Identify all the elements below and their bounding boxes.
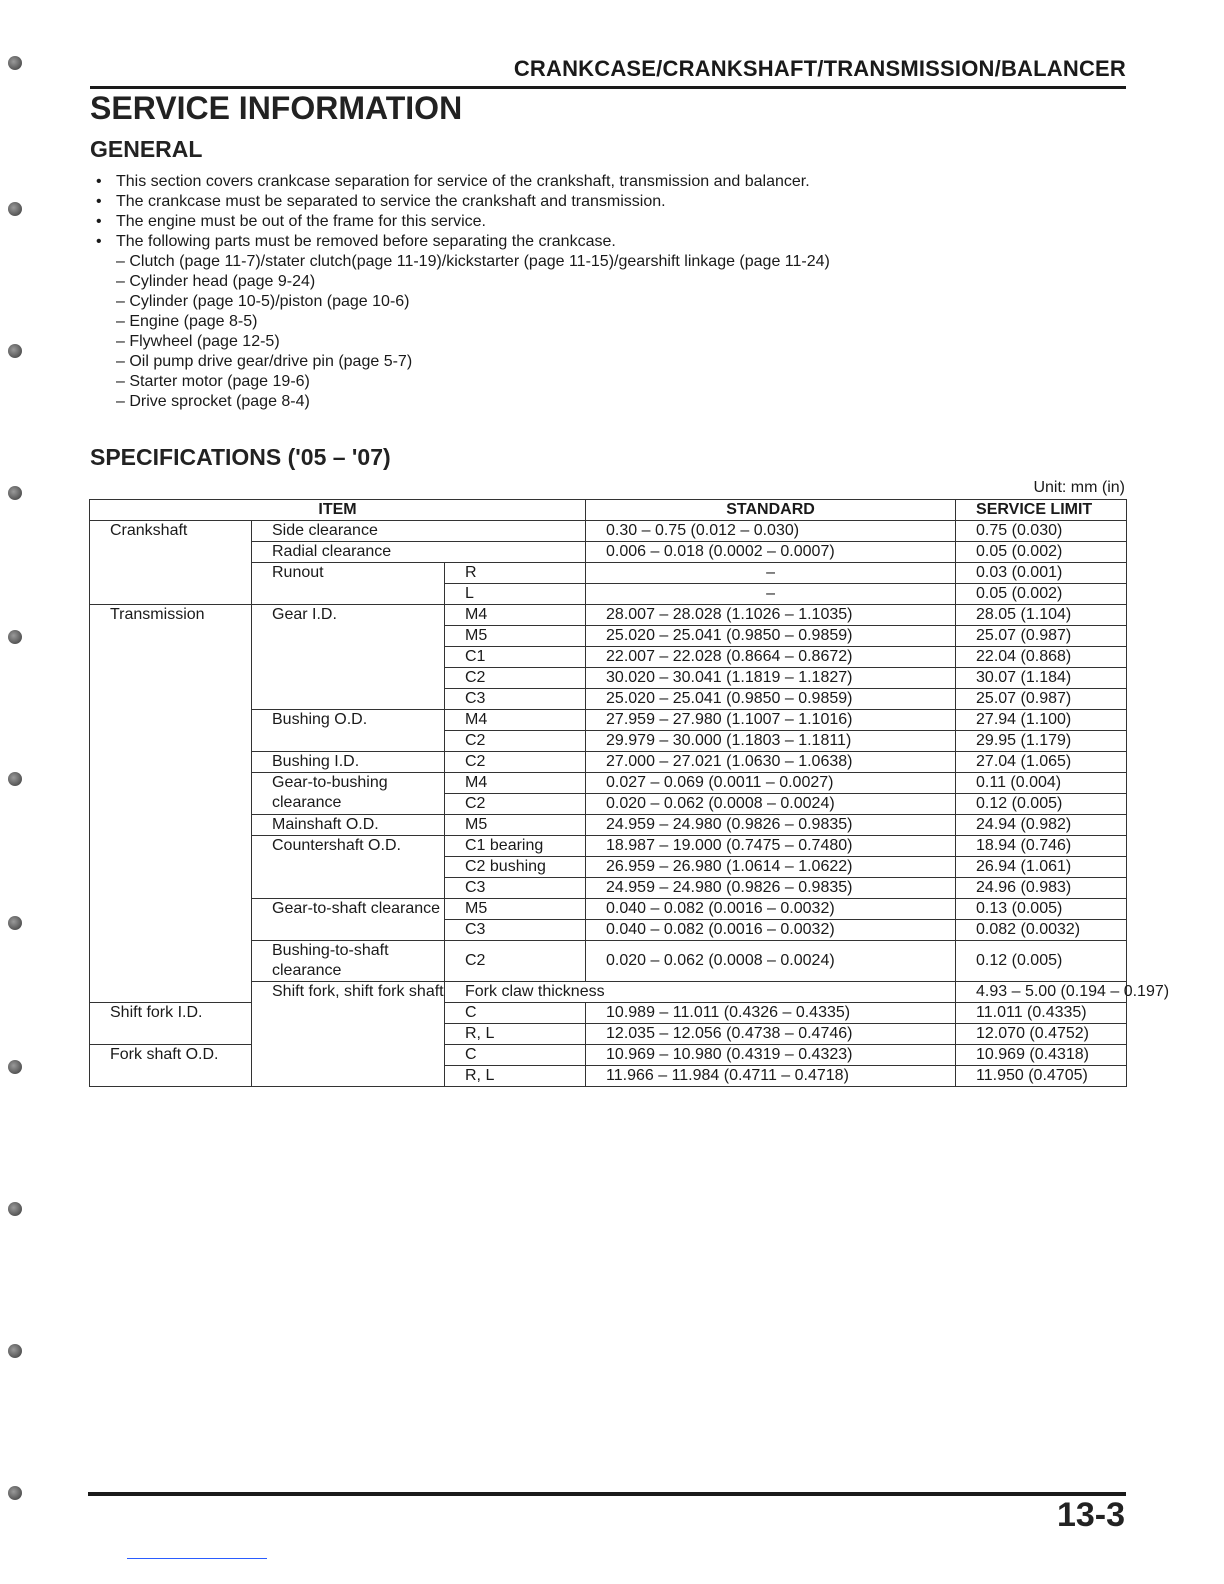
- standard-cell: 0.006 – 0.018 (0.0002 – 0.0007): [586, 542, 956, 563]
- sub-cell: C2: [445, 794, 586, 815]
- item-cell: Runout: [252, 563, 445, 605]
- binder-hole: [8, 486, 22, 500]
- limit-cell: 26.94 (1.061): [956, 857, 1127, 878]
- standard-cell: 0.30 – 0.75 (0.012 – 0.030): [586, 521, 956, 542]
- standard-cell: 28.007 – 28.028 (1.1026 – 1.1035): [586, 605, 956, 626]
- sub-cell: M5: [445, 815, 586, 836]
- limit-cell: 0.03 (0.001): [956, 563, 1127, 584]
- standard-cell: 24.959 – 24.980 (0.9826 – 0.9835): [586, 815, 956, 836]
- limit-cell: 24.96 (0.983): [956, 878, 1127, 899]
- group-cell: Crankshaft: [90, 521, 252, 605]
- binder-hole: [8, 202, 22, 216]
- removal-item: – Clutch (page 11-7)/stater clutch(page 11-19)/kickstarter (page 11-15)/gearshift linkage (page 11-24): [116, 253, 830, 270]
- general-heading: GENERAL: [90, 136, 203, 162]
- limit-cell: 11.950 (0.4705): [956, 1066, 1127, 1087]
- binder-hole: [8, 916, 22, 930]
- group-cell: Transmission: [90, 605, 252, 1003]
- group-cell: Shift fork, shift fork shaft: [252, 982, 445, 1087]
- standard-cell: 24.959 – 24.980 (0.9826 – 0.9835): [586, 878, 956, 899]
- standard-cell: 4.93 – 5.00 (0.194 – 0.197): [956, 982, 1127, 1003]
- standard-cell: 0.020 – 0.062 (0.0008 – 0.0024): [586, 941, 956, 982]
- removal-item: – Drive sprocket (page 8-4): [116, 393, 310, 410]
- standard-cell: 29.979 – 30.000 (1.1803 – 1.1811): [586, 731, 956, 752]
- page-title: SERVICE INFORMATION: [90, 90, 463, 126]
- standard-cell: 30.020 – 30.041 (1.1819 – 1.1827): [586, 668, 956, 689]
- removal-item: – Flywheel (page 12-5): [116, 333, 280, 350]
- standard-cell: –: [586, 584, 956, 605]
- limit-cell: 0.082 (0.0032): [956, 920, 1127, 941]
- item-cell: Fork claw thickness: [445, 982, 956, 1003]
- specifications-table: [89, 499, 1170, 1087]
- limit-cell: 25.07 (0.987): [956, 626, 1127, 647]
- running-head: CRANKCASE/CRANKSHAFT/TRANSMISSION/BALANCER: [513, 56, 1126, 81]
- specifications-heading: SPECIFICATIONS ('05 – '07): [90, 444, 391, 470]
- limit-cell: 0.13 (0.005): [956, 899, 1127, 920]
- standard-cell: 12.035 – 12.056 (0.4738 – 0.4746): [586, 1024, 956, 1045]
- sub-cell: M5: [445, 626, 586, 647]
- unit-label: Unit: mm (in): [1033, 479, 1125, 496]
- item-cell: Side clearance: [252, 521, 586, 542]
- binder-hole: [8, 1344, 22, 1358]
- sub-cell: C3: [445, 878, 586, 899]
- standard-cell: –: [586, 563, 956, 584]
- item-cell: Radial clearance: [252, 542, 586, 563]
- bullet-item: • This section covers crankcase separation for service of the crankshaft, transmission and balancer.: [96, 173, 810, 190]
- bullet-item: • The crankcase must be separated to service the crankshaft and transmission.: [96, 193, 666, 210]
- table-row: [90, 1045, 1127, 1066]
- limit-cell: 25.07 (0.987): [956, 689, 1127, 710]
- sub-cell: C3: [445, 920, 586, 941]
- standard-header: STANDARD: [586, 500, 956, 521]
- limit-cell: 10.969 (0.4318): [956, 1045, 1127, 1066]
- limit-cell: 28.05 (1.104): [956, 605, 1127, 626]
- general-list: [96, 172, 1056, 412]
- page-number: 13-3: [1056, 1496, 1125, 1534]
- bullet-item: • The following parts must be removed before separating the crankcase.: [96, 233, 616, 250]
- table-row: [90, 605, 1127, 626]
- limit-cell: 0.11 (0.004): [956, 773, 1127, 794]
- binder-hole: [8, 344, 22, 358]
- sub-cell: C: [445, 1045, 586, 1066]
- sub-cell: C2: [445, 752, 586, 773]
- binder-hole: [8, 772, 22, 786]
- sub-cell: M5: [445, 899, 586, 920]
- item-cell: Mainshaft O.D.: [252, 815, 445, 836]
- standard-cell: 10.969 – 10.980 (0.4319 – 0.4323): [586, 1045, 956, 1066]
- standard-cell: 18.987 – 19.000 (0.7475 – 0.7480): [586, 836, 956, 857]
- limit-cell: 24.94 (0.982): [956, 815, 1127, 836]
- sub-cell: C2: [445, 668, 586, 689]
- sub-cell: C2: [445, 731, 586, 752]
- limit-cell: 0.05 (0.002): [956, 584, 1127, 605]
- limit-cell: 0.75 (0.030): [956, 521, 1127, 542]
- item-cell: Shift fork I.D.: [90, 1003, 252, 1045]
- binder-hole: [8, 630, 22, 644]
- binder-hole: [8, 56, 22, 70]
- limit-cell: 27.94 (1.100): [956, 710, 1127, 731]
- limit-cell: 27.04 (1.065): [956, 752, 1127, 773]
- sub-cell: R, L: [445, 1024, 586, 1045]
- sub-cell: C3: [445, 689, 586, 710]
- limit-cell: 18.94 (0.746): [956, 836, 1127, 857]
- item-cell: Bushing I.D.: [252, 752, 445, 773]
- standard-cell: 10.989 – 11.011 (0.4326 – 0.4335): [586, 1003, 956, 1024]
- item-cell: Gear-to-shaft clearance: [252, 899, 445, 941]
- item-cell: Countershaft O.D.: [252, 836, 445, 899]
- standard-cell: 0.040 – 0.082 (0.0016 – 0.0032): [586, 920, 956, 941]
- limit-cell: 12.070 (0.4752): [956, 1024, 1127, 1045]
- standard-cell: 25.020 – 25.041 (0.9850 – 0.9859): [586, 626, 956, 647]
- removal-item: – Cylinder (page 10-5)/piston (page 10-6): [116, 293, 410, 310]
- standard-cell: 11.966 – 11.984 (0.4711 – 0.4718): [586, 1066, 956, 1087]
- item-cell: Bushing O.D.: [252, 710, 445, 752]
- sub-cell: M4: [445, 773, 586, 794]
- footer-rule: [88, 1492, 1126, 1496]
- standard-cell: 26.959 – 26.980 (1.0614 – 1.0622): [586, 857, 956, 878]
- removal-item: – Starter motor (page 19-6): [116, 373, 310, 390]
- binder-hole: [8, 1202, 22, 1216]
- table-header-row: [90, 500, 1127, 521]
- limit-cell: 0.12 (0.005): [956, 794, 1127, 815]
- limit-cell: 22.04 (0.868): [956, 647, 1127, 668]
- removal-item: – Cylinder head (page 9-24): [116, 273, 316, 290]
- item-cell: Gear I.D.: [252, 605, 445, 710]
- removal-item: – Engine (page 8-5): [116, 313, 258, 330]
- standard-cell: 25.020 – 25.041 (0.9850 – 0.9859): [586, 689, 956, 710]
- header-rule: [90, 86, 1126, 89]
- sub-cell: C1 bearing: [445, 836, 586, 857]
- sub-cell: M4: [445, 605, 586, 626]
- standard-cell: 0.027 – 0.069 (0.0011 – 0.0027): [586, 773, 956, 794]
- limit-cell: 11.011 (0.4335): [956, 1003, 1127, 1024]
- bullet-item: • The engine must be out of the frame for this service.: [96, 213, 486, 230]
- limit-cell: 29.95 (1.179): [956, 731, 1127, 752]
- table-row: [90, 521, 1127, 542]
- binder-hole: [8, 1486, 22, 1500]
- item-cell: Gear-to-bushing clearance: [252, 773, 445, 815]
- standard-cell: 0.040 – 0.082 (0.0016 – 0.0032): [586, 899, 956, 920]
- binder-hole: [8, 1060, 22, 1074]
- table-row: [90, 1003, 1127, 1024]
- limit-cell: 30.07 (1.184): [956, 668, 1127, 689]
- sub-cell: M4: [445, 710, 586, 731]
- item-header: ITEM: [90, 500, 586, 521]
- limit-cell: 0.05 (0.002): [956, 542, 1127, 563]
- sub-cell: C1: [445, 647, 586, 668]
- sub-cell: C: [445, 1003, 586, 1024]
- sub-cell: L: [445, 584, 586, 605]
- standard-cell: 27.000 – 27.021 (1.0630 – 1.0638): [586, 752, 956, 773]
- limit-header: SERVICE LIMIT: [956, 500, 1127, 521]
- standard-cell: 0.020 – 0.062 (0.0008 – 0.0024): [586, 794, 956, 815]
- item-cell: Bushing-to-shaft clearance: [252, 941, 445, 982]
- sub-cell: R: [445, 563, 586, 584]
- sub-cell: C2: [445, 941, 586, 982]
- decorative-line: [127, 1558, 267, 1559]
- sub-cell: C2 bushing: [445, 857, 586, 878]
- item-cell: Fork shaft O.D.: [90, 1045, 252, 1087]
- sub-cell: R, L: [445, 1066, 586, 1087]
- removal-item: – Oil pump drive gear/drive pin (page 5-7): [116, 353, 413, 370]
- standard-cell: 27.959 – 27.980 (1.1007 – 1.1016): [586, 710, 956, 731]
- limit-cell: 0.12 (0.005): [956, 941, 1127, 982]
- standard-cell: 22.007 – 22.028 (0.8664 – 0.8672): [586, 647, 956, 668]
